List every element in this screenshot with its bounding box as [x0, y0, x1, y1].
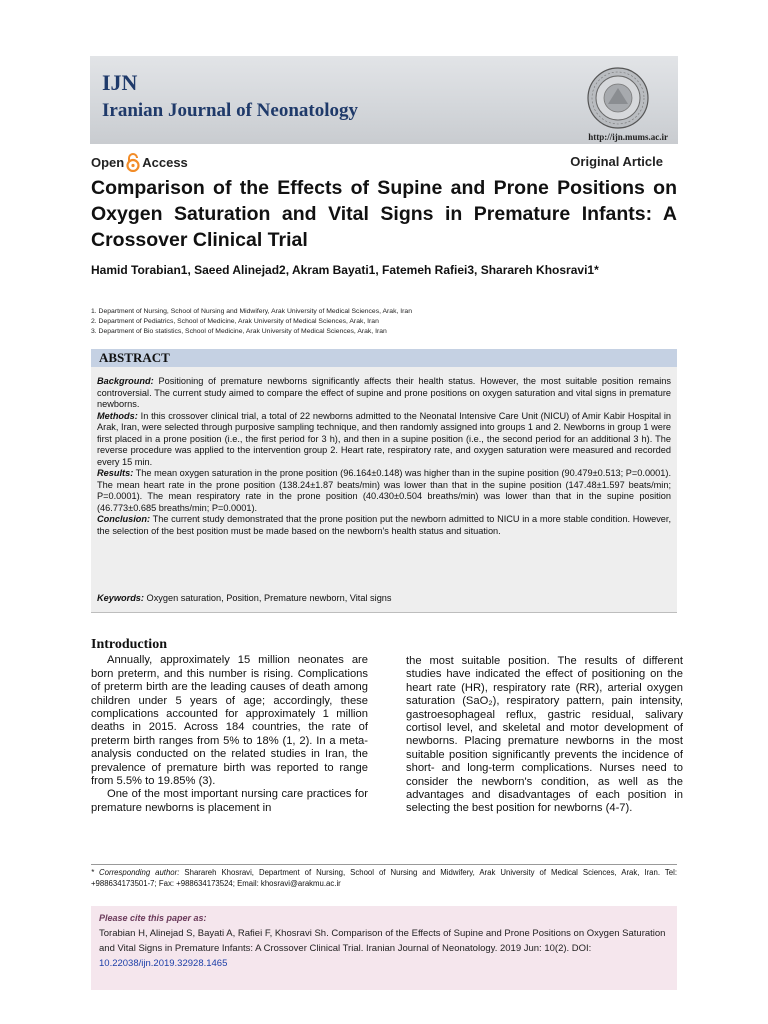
citation-label: Please cite this paper as:	[99, 913, 207, 923]
intro-paragraph-2: One of the most important nursing care practices for premature newborns is placement in	[91, 788, 368, 814]
access-label: Access	[142, 154, 188, 170]
abstract-conclusion	[97, 514, 671, 537]
intro-paragraph-3: the most suitable position. The results of different studies have indicated the effect of positioning on the heart rate (HR), respiratory rate (RR), arterial oxygen saturation (SaO₂), respiratory pattern, pain intensity, gastroesophageal reflux, gastric residual, salivary cortisol level, and skeletal and motor development of newborns. Placing premature newborns in the most suitable position significantly prevents the incidence of short- and long-term complications. Nurses need to consider the newborn's condition, as well as the advantages and disadvantages of each position in selecting the best position for newborns (4-7).	[406, 655, 683, 815]
citation-text	[99, 926, 669, 971]
citation-body: Torabian H, Alinejad S, Bayati A, Rafiei F, Khosravi Sh. Comparison of the Effects of Supine and Prone Positions on Oxygen Saturation and Vital Signs in Premature Infants: A Crossover Clinical Trial. Iranian Journal of Neonatology. 2019 Jun: 10(2). DOI:	[99, 928, 666, 954]
abstract-heading: ABSTRACT	[99, 350, 170, 365]
doi-link[interactable]: 10.22038/ijn.2019.32928.1465	[99, 958, 228, 969]
open-label: Open	[91, 154, 125, 170]
conclusion-text: The current study demonstrated that the prone position put the newborn admitted to NICU in a more stable condition. However, the selection of the best position must be made based on the newborn's health status and situation.	[97, 514, 671, 536]
abstract-box	[91, 367, 677, 613]
body-column-right	[406, 655, 683, 816]
journal-name: Iranian Journal of Neonatology	[102, 100, 358, 121]
affiliation-2: 2. Department of Pediatrics, School of Medicine, Arak University of Medical Sciences, Arak, Iran	[91, 318, 379, 325]
results-label: Results:	[97, 468, 134, 478]
affiliations	[91, 307, 677, 337]
methods-label: Methods:	[97, 410, 138, 421]
abstract-background	[97, 376, 671, 411]
affiliation-1: 1. Department of Nursing, School of Nursing and Midwifery, Arak University of Medical Sciences, Arak, Iran	[91, 308, 412, 315]
university-seal-icon	[586, 66, 650, 130]
open-access-badge	[91, 152, 188, 172]
abstract-results	[97, 468, 671, 514]
background-text: Positioning of premature newborns significantly affects their health status. However, the most suitable position remains controversial. The current study aimed to compare the effect of supine and prone positions on oxygen saturation and vital signs in premature newborns.	[97, 376, 671, 409]
introduction-heading: Introduction	[91, 637, 167, 652]
corresponding-author-note	[91, 867, 677, 889]
citation-box	[91, 906, 677, 990]
footnote-text: Sharareh Khosravi, Department of Nursing, School of Nursing and Midwifery, Arak University of Medical Sciences, Arak, Iran. Tel: +988634173501-7; Fax: +988634173524; Email: khosravi@arakmu.ac.ir	[91, 868, 677, 888]
affiliation-3: 3. Department of Bio statistics, School of Medicine, Arak University of Medical Sciences, Arak, Iran	[91, 328, 387, 335]
abstract-keywords	[97, 593, 671, 603]
body-column-left	[91, 638, 368, 815]
abstract-text	[97, 376, 671, 537]
abstract-methods	[97, 411, 671, 469]
abstract-header	[91, 349, 677, 367]
open-lock-icon	[126, 152, 140, 172]
author-list: Hamid Torabian1, Saeed Alinejad2, Akram Bayati1, Fatemeh Rafiei3, Sharareh Khosravi1*	[91, 263, 599, 277]
conclusion-label: Conclusion:	[97, 514, 151, 524]
paper-title: Comparison of the Effects of Supine and Prone Positions on Oxygen Saturation and Vital Signs in Premature Infants: A Crossover Clinical Trial	[91, 177, 677, 251]
methods-text: In this crossover clinical trial, a total of 22 newborns admitted to the Neonatal Intensive Care Unit (NICU) of Amir Kabir Hospital in Arak, Iran, were selected through purposive sampling technique, and then randomly assigned into groups 1 and 2. Newborns in group 1 were first placed in a prone position (i.e., the first period for 3 h), and then in a supine position (i.e., the second period for an additional 3 h). The reverse procedure was applied to the intervention group 2. Heart rate, respiratory rate, and oxygen saturation were measured and recorded every 15 min.	[97, 410, 671, 467]
journal-banner	[90, 56, 678, 144]
article-type: Original Article	[570, 154, 663, 169]
journal-abbr: IJN	[102, 70, 138, 95]
background-label: Background:	[97, 376, 154, 386]
intro-paragraph-1: Annually, approximately 15 million neonates are born preterm, and this number is rising. Complications of preterm birth are the leading causes of death among children under 5 years of age; accordingly, these complications accounted for approximately 1 million deaths in 2015. Across 184 countries, the rate of preterm birth ranges from 5% to 18% (1, 2). In a meta-analysis conducted on the related studies in Iran, the prevalence of premature birth was reported to range from 5.5% to 19.85% (3).	[91, 654, 368, 788]
footnote-label: * Corresponding author:	[91, 868, 180, 877]
results-text: The mean oxygen saturation in the prone position (96.164±0.148) was higher than in the supine position (90.479±0.513; P=0.0001). The mean heart rate in the prone position (138.24±1.87 beats/min) was lower than that in the supine position (147.48±1.597 beats/min; P=0.0001). The mean respiratory rate in the prone position (40.430±0.504 breaths/min) was lower than that in the supine position (46.773±0.685 breaths/min; P=0.0001).	[97, 468, 671, 513]
footnote-divider	[91, 864, 677, 865]
keywords-text: Oxygen saturation, Position, Premature newborn, Vital signs	[146, 593, 392, 603]
keywords-label: Keywords:	[97, 593, 144, 603]
journal-url[interactable]: http://ijn.mums.ac.ir	[588, 132, 668, 142]
